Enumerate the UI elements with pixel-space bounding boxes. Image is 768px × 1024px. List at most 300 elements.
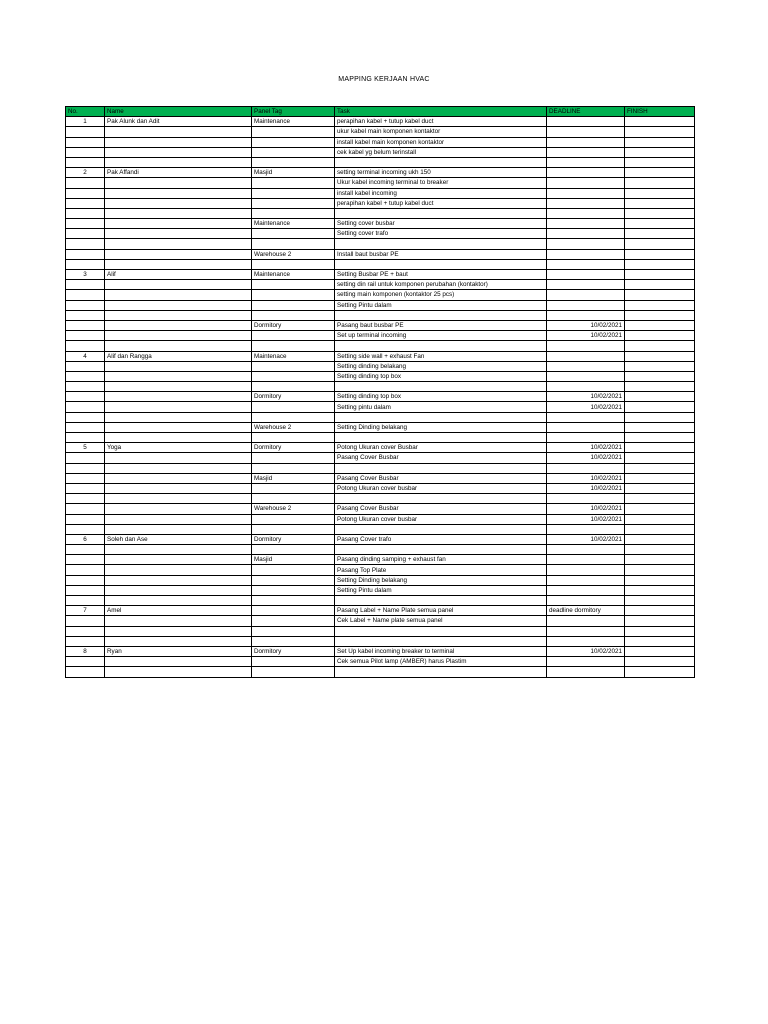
cell-no bbox=[66, 147, 105, 157]
cell-task: Pasang Cover Busbar bbox=[335, 473, 547, 483]
cell-deadline bbox=[547, 616, 625, 626]
cell-finish bbox=[625, 565, 695, 575]
cell-name bbox=[105, 402, 252, 412]
cell-deadline bbox=[547, 341, 625, 351]
cell-deadline bbox=[547, 545, 625, 555]
table-row bbox=[66, 229, 695, 239]
cell-finish bbox=[625, 494, 695, 504]
cell-deadline bbox=[547, 168, 625, 178]
header-panel-tag: Panel Tag bbox=[252, 107, 335, 117]
table-row bbox=[66, 168, 695, 178]
cell-task: Pasang Cover Busbar bbox=[335, 453, 547, 463]
cell-name bbox=[105, 514, 252, 524]
table-row bbox=[66, 392, 695, 402]
cell-panel-tag bbox=[252, 361, 335, 371]
cell-finish bbox=[625, 433, 695, 443]
cell-no bbox=[66, 341, 105, 351]
cell-task: Setting Dinding belakang bbox=[335, 575, 547, 585]
header-no: No. bbox=[66, 107, 105, 117]
cell-panel-tag bbox=[252, 300, 335, 310]
cell-no bbox=[66, 188, 105, 198]
cell-panel-tag bbox=[252, 239, 335, 249]
cell-finish bbox=[625, 341, 695, 351]
table-row bbox=[66, 331, 695, 341]
cell-no bbox=[66, 249, 105, 259]
cell-deadline: 10/02/2021 bbox=[547, 534, 625, 544]
cell-deadline bbox=[547, 351, 625, 361]
table-row bbox=[66, 351, 695, 361]
cell-deadline bbox=[547, 229, 625, 239]
table-row bbox=[66, 453, 695, 463]
cell-task: Pasang Top Plate bbox=[335, 565, 547, 575]
table-row bbox=[66, 545, 695, 555]
cell-no bbox=[66, 198, 105, 208]
cell-no: 3 bbox=[66, 270, 105, 280]
cell-task: Setting Busbar PE + baut bbox=[335, 270, 547, 280]
table-row bbox=[66, 422, 695, 432]
cell-panel-tag bbox=[252, 524, 335, 534]
table-row bbox=[66, 157, 695, 167]
cell-no bbox=[66, 667, 105, 677]
cell-task bbox=[335, 463, 547, 473]
cell-deadline bbox=[547, 555, 625, 565]
cell-panel-tag bbox=[252, 178, 335, 188]
table-row bbox=[66, 585, 695, 595]
cell-no: 2 bbox=[66, 168, 105, 178]
cell-finish bbox=[625, 157, 695, 167]
table-row bbox=[66, 402, 695, 412]
table-row bbox=[66, 137, 695, 147]
table-row bbox=[66, 575, 695, 585]
cell-name: Alif dan Rangga bbox=[105, 351, 252, 361]
cell-finish bbox=[625, 290, 695, 300]
cell-panel-tag: Masjid bbox=[252, 473, 335, 483]
cell-task: Setting dinding top box bbox=[335, 392, 547, 402]
cell-task bbox=[335, 636, 547, 646]
table-row bbox=[66, 382, 695, 392]
cell-deadline bbox=[547, 219, 625, 229]
table-row bbox=[66, 657, 695, 667]
table-body bbox=[66, 117, 695, 677]
cell-panel-tag bbox=[252, 208, 335, 218]
cell-name bbox=[105, 636, 252, 646]
cell-deadline bbox=[547, 565, 625, 575]
cell-panel-tag bbox=[252, 371, 335, 381]
cell-no bbox=[66, 310, 105, 320]
cell-name bbox=[105, 259, 252, 269]
cell-panel-tag: Maintenance bbox=[252, 270, 335, 280]
cell-name: Ryan bbox=[105, 646, 252, 656]
cell-name bbox=[105, 463, 252, 473]
cell-task: Cek Label + Name plate semua panel bbox=[335, 616, 547, 626]
cell-finish bbox=[625, 524, 695, 534]
cell-no bbox=[66, 657, 105, 667]
cell-finish bbox=[625, 361, 695, 371]
table-row bbox=[66, 606, 695, 616]
table-row bbox=[66, 636, 695, 646]
cell-finish bbox=[625, 483, 695, 493]
cell-finish bbox=[625, 575, 695, 585]
cell-no bbox=[66, 565, 105, 575]
cell-task bbox=[335, 239, 547, 249]
table-row bbox=[66, 259, 695, 269]
cell-deadline bbox=[547, 626, 625, 636]
cell-no bbox=[66, 596, 105, 606]
cell-task: Set up terminal incoming bbox=[335, 331, 547, 341]
cell-no: 5 bbox=[66, 443, 105, 453]
cell-deadline: 10/02/2021 bbox=[547, 443, 625, 453]
cell-deadline bbox=[547, 596, 625, 606]
cell-finish bbox=[625, 178, 695, 188]
cell-panel-tag bbox=[252, 585, 335, 595]
cell-name bbox=[105, 626, 252, 636]
cell-name bbox=[105, 310, 252, 320]
cell-finish bbox=[625, 219, 695, 229]
cell-finish bbox=[625, 127, 695, 137]
cell-name bbox=[105, 524, 252, 534]
cell-no bbox=[66, 371, 105, 381]
cell-task: perapihan kabel + tutup kabel duct bbox=[335, 117, 547, 127]
cell-no bbox=[66, 157, 105, 167]
cell-no bbox=[66, 636, 105, 646]
header-finish: FINISH bbox=[625, 107, 695, 117]
cell-panel-tag bbox=[252, 382, 335, 392]
cell-name bbox=[105, 157, 252, 167]
table-row bbox=[66, 616, 695, 626]
cell-no bbox=[66, 514, 105, 524]
cell-task: install kabel main komponen kontaktor bbox=[335, 137, 547, 147]
cell-panel-tag bbox=[252, 198, 335, 208]
cell-panel-tag bbox=[252, 229, 335, 239]
cell-finish bbox=[625, 239, 695, 249]
cell-panel-tag bbox=[252, 626, 335, 636]
cell-task bbox=[335, 157, 547, 167]
table-row bbox=[66, 270, 695, 280]
cell-name bbox=[105, 433, 252, 443]
cell-panel-tag bbox=[252, 565, 335, 575]
cell-panel-tag bbox=[252, 331, 335, 341]
cell-task: Set Up kabel incoming breaker to terminal bbox=[335, 646, 547, 656]
cell-no bbox=[66, 524, 105, 534]
cell-task: Setting dinding belakang bbox=[335, 361, 547, 371]
cell-finish bbox=[625, 402, 695, 412]
cell-deadline bbox=[547, 657, 625, 667]
cell-deadline bbox=[547, 290, 625, 300]
cell-deadline bbox=[547, 259, 625, 269]
cell-task bbox=[335, 259, 547, 269]
cell-deadline: 10/02/2021 bbox=[547, 473, 625, 483]
cell-deadline: 10/02/2021 bbox=[547, 392, 625, 402]
cell-finish bbox=[625, 117, 695, 127]
cell-name bbox=[105, 596, 252, 606]
cell-finish bbox=[625, 300, 695, 310]
cell-deadline bbox=[547, 667, 625, 677]
cell-panel-tag bbox=[252, 433, 335, 443]
cell-task: Setting Pintu dalam bbox=[335, 300, 547, 310]
cell-task: Setting cover busbar bbox=[335, 219, 547, 229]
cell-name: Amel bbox=[105, 606, 252, 616]
cell-name bbox=[105, 331, 252, 341]
cell-panel-tag: Warehouse 2 bbox=[252, 422, 335, 432]
cell-name: Pak Alunk dan Adit bbox=[105, 117, 252, 127]
cell-task: Install baut busbar PE bbox=[335, 249, 547, 259]
table-row bbox=[66, 504, 695, 514]
cell-deadline bbox=[547, 371, 625, 381]
table-row bbox=[66, 127, 695, 137]
cell-deadline: 10/02/2021 bbox=[547, 320, 625, 330]
cell-panel-tag bbox=[252, 188, 335, 198]
table-row bbox=[66, 463, 695, 473]
cell-no bbox=[66, 412, 105, 422]
cell-name bbox=[105, 249, 252, 259]
table-row bbox=[66, 371, 695, 381]
cell-task bbox=[335, 433, 547, 443]
cell-task: setting din rail untuk komponen perubahan (kontaktor) bbox=[335, 280, 547, 290]
table-row bbox=[66, 300, 695, 310]
cell-deadline bbox=[547, 412, 625, 422]
cell-no bbox=[66, 463, 105, 473]
table-row bbox=[66, 208, 695, 218]
cell-task: Ukur kabel incoming terminal to breaker bbox=[335, 178, 547, 188]
table-row bbox=[66, 555, 695, 565]
table-row bbox=[66, 320, 695, 330]
cell-finish bbox=[625, 371, 695, 381]
cell-no: 6 bbox=[66, 534, 105, 544]
table-row bbox=[66, 596, 695, 606]
cell-panel-tag bbox=[252, 616, 335, 626]
cell-deadline bbox=[547, 117, 625, 127]
table-row bbox=[66, 310, 695, 320]
cell-no bbox=[66, 575, 105, 585]
cell-no bbox=[66, 453, 105, 463]
cell-name bbox=[105, 178, 252, 188]
cell-name bbox=[105, 657, 252, 667]
table-row bbox=[66, 534, 695, 544]
cell-deadline bbox=[547, 300, 625, 310]
cell-finish bbox=[625, 585, 695, 595]
cell-no: 4 bbox=[66, 351, 105, 361]
cell-deadline bbox=[547, 239, 625, 249]
cell-finish bbox=[625, 208, 695, 218]
cell-no bbox=[66, 555, 105, 565]
cell-no bbox=[66, 320, 105, 330]
cell-name bbox=[105, 504, 252, 514]
cell-finish bbox=[625, 137, 695, 147]
cell-task: install kabel incoming bbox=[335, 188, 547, 198]
cell-deadline bbox=[547, 310, 625, 320]
cell-finish bbox=[625, 382, 695, 392]
cell-deadline bbox=[547, 188, 625, 198]
cell-finish bbox=[625, 168, 695, 178]
cell-finish bbox=[625, 596, 695, 606]
header-row bbox=[66, 107, 695, 117]
cell-finish bbox=[625, 626, 695, 636]
table-row bbox=[66, 626, 695, 636]
cell-task: cek kabel yg belum terinstall bbox=[335, 147, 547, 157]
cell-name bbox=[105, 229, 252, 239]
cell-task: Potong Ukuran cover busbar bbox=[335, 483, 547, 493]
cell-no bbox=[66, 422, 105, 432]
cell-deadline bbox=[547, 585, 625, 595]
cell-deadline bbox=[547, 433, 625, 443]
cell-task: Setting Dinding belakang bbox=[335, 422, 547, 432]
cell-finish bbox=[625, 331, 695, 341]
cell-task: Pasang Cover trafo bbox=[335, 534, 547, 544]
cell-finish bbox=[625, 392, 695, 402]
cell-name bbox=[105, 585, 252, 595]
cell-panel-tag bbox=[252, 636, 335, 646]
cell-no: 1 bbox=[66, 117, 105, 127]
cell-task bbox=[335, 382, 547, 392]
cell-finish bbox=[625, 555, 695, 565]
cell-finish bbox=[625, 259, 695, 269]
cell-name bbox=[105, 575, 252, 585]
cell-panel-tag: Masjid bbox=[252, 168, 335, 178]
cell-name bbox=[105, 341, 252, 351]
cell-no bbox=[66, 300, 105, 310]
table-row bbox=[66, 483, 695, 493]
cell-name bbox=[105, 422, 252, 432]
cell-deadline bbox=[547, 178, 625, 188]
cell-deadline bbox=[547, 137, 625, 147]
table-row bbox=[66, 524, 695, 534]
sheet-title: MAPPING KERJAAN HVAC bbox=[338, 76, 430, 83]
cell-name bbox=[105, 545, 252, 555]
cell-finish bbox=[625, 616, 695, 626]
table-row bbox=[66, 178, 695, 188]
cell-no bbox=[66, 504, 105, 514]
cell-deadline: 10/02/2021 bbox=[547, 514, 625, 524]
cell-finish bbox=[625, 147, 695, 157]
cell-task: Setting cover trafo bbox=[335, 229, 547, 239]
cell-name: Alif bbox=[105, 270, 252, 280]
cell-task bbox=[335, 494, 547, 504]
cell-task: Potong Ukuran cover busbar bbox=[335, 514, 547, 524]
cell-task bbox=[335, 626, 547, 636]
cell-panel-tag bbox=[252, 483, 335, 493]
cell-finish bbox=[625, 646, 695, 656]
cell-task: Setting dinding top box bbox=[335, 371, 547, 381]
table-row bbox=[66, 188, 695, 198]
cell-finish bbox=[625, 463, 695, 473]
cell-name: Yoga bbox=[105, 443, 252, 453]
cell-name bbox=[105, 208, 252, 218]
cell-name bbox=[105, 320, 252, 330]
cell-task: setting terminal incoming ukh 150 bbox=[335, 168, 547, 178]
cell-task: Pasang Label + Name Plate semua panel bbox=[335, 606, 547, 616]
cell-panel-tag bbox=[252, 280, 335, 290]
cell-name bbox=[105, 371, 252, 381]
cell-panel-tag bbox=[252, 545, 335, 555]
cell-panel-tag bbox=[252, 667, 335, 677]
table-row bbox=[66, 514, 695, 524]
table-row bbox=[66, 280, 695, 290]
cell-finish bbox=[625, 443, 695, 453]
cell-task bbox=[335, 596, 547, 606]
cell-panel-tag bbox=[252, 259, 335, 269]
cell-name bbox=[105, 392, 252, 402]
cell-name bbox=[105, 198, 252, 208]
cell-panel-tag bbox=[252, 290, 335, 300]
cell-no bbox=[66, 361, 105, 371]
cell-name bbox=[105, 188, 252, 198]
cell-no bbox=[66, 483, 105, 493]
cell-name bbox=[105, 127, 252, 137]
cell-deadline bbox=[547, 494, 625, 504]
cell-finish bbox=[625, 473, 695, 483]
cell-task bbox=[335, 667, 547, 677]
cell-name bbox=[105, 290, 252, 300]
cell-panel-tag bbox=[252, 310, 335, 320]
cell-name bbox=[105, 382, 252, 392]
table-row bbox=[66, 433, 695, 443]
cell-task: Setting side wall + exhaust Fan bbox=[335, 351, 547, 361]
cell-panel-tag bbox=[252, 575, 335, 585]
table-row bbox=[66, 117, 695, 127]
cell-name bbox=[105, 473, 252, 483]
cell-finish bbox=[625, 320, 695, 330]
cell-name bbox=[105, 616, 252, 626]
cell-panel-tag: Maintenance bbox=[252, 117, 335, 127]
cell-no bbox=[66, 259, 105, 269]
cell-task: Cek semua Pilot lamp (AMBER) harus Plastim bbox=[335, 657, 547, 667]
cell-deadline bbox=[547, 382, 625, 392]
cell-panel-tag: Dormitory bbox=[252, 392, 335, 402]
cell-no bbox=[66, 585, 105, 595]
cell-deadline bbox=[547, 361, 625, 371]
table-row bbox=[66, 147, 695, 157]
cell-no bbox=[66, 402, 105, 412]
cell-finish bbox=[625, 351, 695, 361]
cell-panel-tag: Maintenace bbox=[252, 351, 335, 361]
table-row bbox=[66, 290, 695, 300]
cell-no bbox=[66, 626, 105, 636]
cell-panel-tag bbox=[252, 453, 335, 463]
cell-task bbox=[335, 310, 547, 320]
cell-panel-tag: Dormitory bbox=[252, 320, 335, 330]
cell-panel-tag bbox=[252, 514, 335, 524]
table-row bbox=[66, 667, 695, 677]
cell-no bbox=[66, 433, 105, 443]
cell-deadline: 10/02/2021 bbox=[547, 402, 625, 412]
cell-task: ukur kabel main komponen kontaktor bbox=[335, 127, 547, 137]
cell-finish bbox=[625, 657, 695, 667]
cell-no bbox=[66, 219, 105, 229]
cell-name bbox=[105, 147, 252, 157]
cell-no bbox=[66, 178, 105, 188]
cell-no bbox=[66, 545, 105, 555]
table-row bbox=[66, 646, 695, 656]
cell-task bbox=[335, 412, 547, 422]
cell-panel-tag bbox=[252, 494, 335, 504]
cell-no bbox=[66, 137, 105, 147]
cell-deadline bbox=[547, 270, 625, 280]
header-task: Task bbox=[335, 107, 547, 117]
table-row bbox=[66, 239, 695, 249]
cell-no bbox=[66, 127, 105, 137]
cell-no bbox=[66, 331, 105, 341]
cell-task bbox=[335, 545, 547, 555]
cell-panel-tag bbox=[252, 412, 335, 422]
cell-task: Pasang baut busbar PE bbox=[335, 320, 547, 330]
cell-deadline bbox=[547, 249, 625, 259]
cell-deadline bbox=[547, 280, 625, 290]
cell-deadline bbox=[547, 463, 625, 473]
cell-no bbox=[66, 239, 105, 249]
cell-name bbox=[105, 555, 252, 565]
cell-name bbox=[105, 483, 252, 493]
cell-name: Soleh dan Ase bbox=[105, 534, 252, 544]
